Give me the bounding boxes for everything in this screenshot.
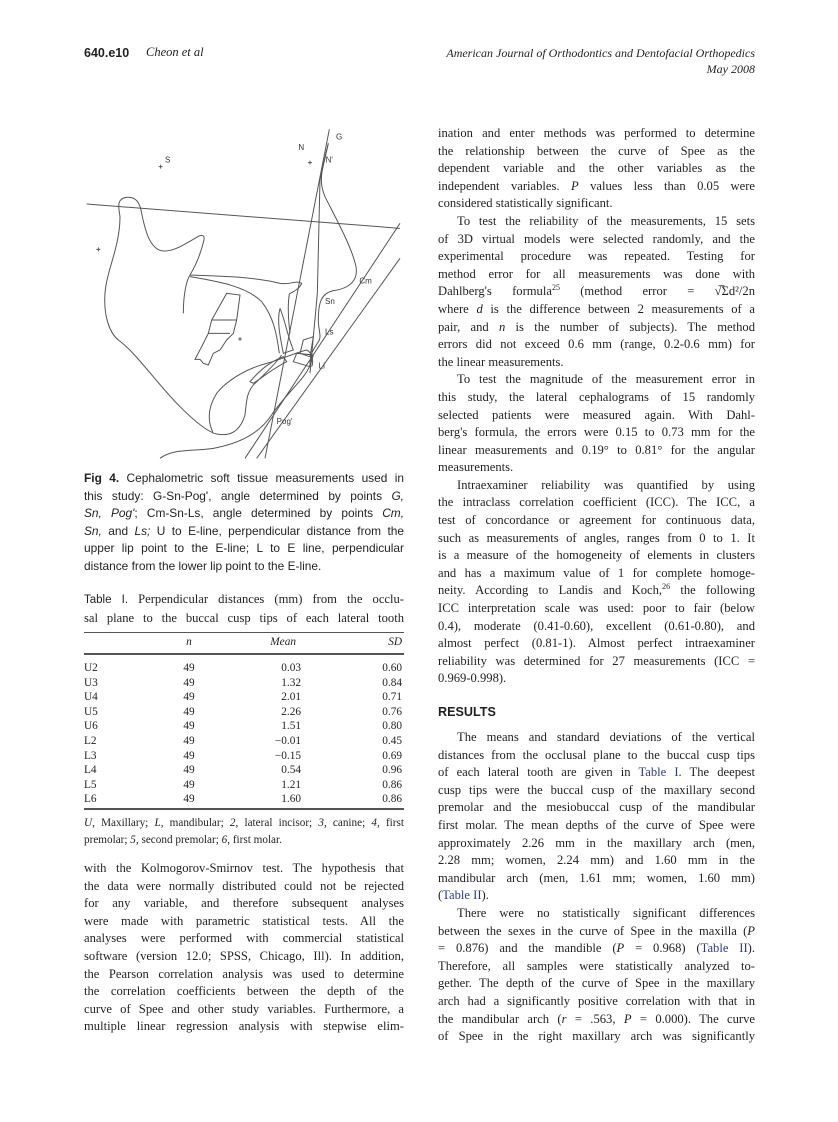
results-heading: RESULTS	[438, 705, 496, 719]
n-cell: 49	[183, 662, 195, 674]
running-authors: Cheon et al	[146, 45, 204, 59]
italic-term: P	[616, 941, 625, 956]
cephalometric-tracing-figure	[80, 120, 410, 460]
sd-cell: 0.96	[382, 764, 402, 777]
italic-term: U,	[84, 817, 95, 829]
label-s: S	[165, 155, 171, 165]
text-line: reliability was determined for 27 measurements (ICC =	[438, 653, 755, 668]
text-line: errors did not exceed 0.6 mm (range, 0.2-0.6 mm) for	[438, 337, 755, 352]
mean-cell: −0.15	[274, 749, 301, 762]
italic-term: n	[498, 319, 506, 334]
text-line: premolar and the mesiobuccal cusp of the mandibular	[438, 800, 755, 815]
text-line: is a measure of the homogeneity of elements in clusters	[438, 548, 755, 563]
text-line: Dahlberg's formula$^{25}$ (method error = √̅Σd²/2n	[438, 283, 755, 299]
tooth-molar	[195, 293, 240, 365]
text-line: dependent variable and the other variables as the	[438, 161, 755, 176]
tooth-cell: U4	[84, 691, 98, 704]
tooth-cell: U3	[84, 676, 98, 689]
col-header-n: n	[186, 636, 192, 648]
text-line: this study, the lateral cephalograms of 15 randomly	[438, 389, 755, 404]
mean-cell: −0.01	[274, 735, 301, 747]
journal-header	[446, 45, 755, 77]
text-line: almost perfect (0.81-1). Almost perfect intraexaminer	[438, 636, 755, 651]
footnote-line: U, Maxillary; L, mandibular; 2, lateral incisor; 3, canine; 4, first	[84, 817, 404, 829]
mean-cell: 0.03	[281, 662, 301, 674]
citation-superscript: 25	[551, 283, 560, 293]
tooth-cell: L4	[84, 764, 97, 777]
text-line: the mandibular arch (r = .563, P = 0.000). The curve	[438, 1011, 755, 1026]
italic-term: Ls;	[134, 523, 151, 538]
incisor-upper	[279, 308, 294, 353]
text-line: such as measurements of angles, ranges from 0 to 1. It	[438, 530, 755, 545]
table-title-line: sal plane to the buccal cusp tips of each lateral tooth	[84, 611, 404, 625]
table-label: Table I.	[84, 594, 129, 606]
italic-term: 6,	[221, 834, 231, 846]
italic-term: G,	[391, 488, 404, 503]
italic-term: Sn,	[84, 523, 102, 538]
italic-term: P	[747, 923, 755, 938]
table-header-rule	[84, 653, 404, 655]
n-cell: 49	[183, 691, 195, 704]
text-line: berg's formula, the errors were 0.15 to 0.73 mm for the	[438, 425, 755, 440]
text-line: 0.4), moderate (0.41-0.60), excellent (0.61-0.80), and	[438, 618, 755, 633]
col-header-sd: SD	[388, 636, 402, 648]
table-row	[84, 661, 404, 676]
n-cell: 49	[183, 764, 195, 777]
sd-cell: 0.45	[382, 735, 402, 747]
text-line: the relationship between the curve of Spee as the	[438, 143, 755, 158]
text-line: To test the magnitude of the measurement error in	[457, 372, 755, 387]
journal-title: American Journal of Orthodontics and Dentofacial Orthopedics	[446, 46, 755, 60]
sd-cell: 0.76	[382, 705, 402, 718]
text-line: ination and enter methods was performed to determine	[438, 126, 755, 140]
tooth-cell: U5	[84, 705, 98, 718]
text-line: (Table II).	[438, 888, 489, 903]
tooth-cell: L5	[84, 778, 97, 791]
n-cell: 49	[183, 735, 195, 747]
mean-cell: 1.60	[281, 793, 301, 806]
sd-cell: 0.69	[382, 749, 402, 762]
table-link[interactable]: Table I	[638, 765, 679, 780]
table-top-rule	[84, 632, 404, 633]
text-line: of 3D virtual models were selected randomly, and the	[438, 231, 755, 246]
italic-term: P	[570, 178, 579, 193]
landmark-points	[96, 161, 312, 341]
caption-line: upper lip point to the E-line; L to E line, perpendicular	[84, 541, 404, 556]
citation-superscript: 26	[662, 582, 671, 592]
label-g: G	[336, 132, 343, 142]
n-cell: 49	[183, 676, 195, 689]
italic-term: 3,	[318, 817, 327, 829]
label-sn: Sn	[325, 297, 335, 306]
tooth-cell: L3	[84, 749, 97, 762]
text-line: cusp tips were the buccal cusp of the maxillary second	[438, 782, 755, 797]
text-line: multiple linear regression analysis with stepwise elim-	[84, 1019, 404, 1034]
text-line: software (version 12.0; SPSS, Chicago, Ill). In addition,	[84, 948, 404, 963]
tooth-cell: L6	[84, 793, 97, 806]
caption-line: Sn, and Ls; U to E-line, perpendicular distance from the	[84, 523, 405, 538]
italic-term: Sn, Pog'	[84, 506, 135, 521]
mandible-outline	[105, 197, 313, 434]
text-line: between the sexes in the curve of Spee in the maxilla (P	[438, 923, 755, 938]
sd-cell: 0.60	[382, 662, 402, 674]
text-line: approximately 2.26 mm in the maxillary arch (men,	[438, 835, 755, 850]
issue-date: May 2008	[706, 62, 755, 76]
text-line: considered statistically significant.	[438, 196, 613, 211]
italic-term: L,	[154, 817, 164, 829]
n-cell: 49	[183, 778, 195, 791]
text-line: the correlation coefficients between the depth of the	[84, 984, 404, 999]
n-cell: 49	[183, 705, 195, 718]
sd-cell: 0.84	[382, 676, 402, 689]
text-line: of Spee in the right maxillary arch was significantly	[438, 1029, 755, 1044]
text-line: 2.28 mm; women, 2.24 mm) and 1.60 mm in the	[438, 853, 755, 868]
text-line: curve of Spee and other study variables. Furthermore, a	[84, 1001, 404, 1016]
text-line: experimental procedure was repeated. Testing for	[438, 249, 755, 264]
figure-caption	[84, 470, 404, 576]
text-line: selected patients were measured again. With Dahl-	[438, 407, 755, 422]
text-line: arch had a significantly positive correlation with that in	[438, 993, 755, 1008]
left-body-text	[84, 860, 404, 1036]
text-line: ICC interpretation scale was used: poor to fair (below	[438, 601, 755, 616]
caption-label: Fig 4.	[84, 471, 120, 485]
text-line: were made with parametric statistical tests. All the	[84, 913, 404, 928]
mean-cell: 1.32	[281, 676, 301, 689]
text-line: pair, and n is the number of subjects). The method	[438, 319, 755, 334]
horizontal-reference-line	[87, 204, 400, 228]
e-line	[245, 223, 400, 458]
page-number: 640.e10	[84, 46, 130, 60]
text-line: for any variable, and therefore subsequent analyses	[84, 896, 404, 911]
label-pog-prime: Pog'	[276, 417, 293, 426]
text-line: independent variables. P values less than 0.05 were	[438, 178, 755, 193]
label-n-prime: N'	[325, 155, 333, 165]
label-n: N	[298, 143, 305, 152]
caption-line: this study: G-Sn-Pog', angle determined by points G,	[84, 488, 404, 503]
label-ls: Ls	[325, 327, 334, 337]
italic-term: r	[561, 1011, 567, 1026]
table-title-line: Table I. Perpendicular distances (mm) from the occlu-	[84, 592, 404, 606]
text-line: test of concordance or agreement for continuous data,	[438, 513, 755, 528]
label-li: Li	[318, 361, 325, 371]
text-line: gether. The depth of the curve of Spee in the maxillary	[438, 976, 755, 991]
tooth-cell: L2	[84, 735, 97, 747]
results-body-text	[438, 729, 755, 1046]
table-link[interactable]: Table II	[700, 941, 748, 956]
text-line: the linear measurements.	[438, 354, 564, 369]
sd-cell: 0.80	[382, 720, 402, 733]
table-row	[84, 734, 404, 749]
mean-cell: 1.21	[281, 778, 301, 791]
table-header-row	[84, 635, 404, 650]
g-pog-line	[265, 129, 329, 458]
label-cm: Cm	[359, 276, 372, 286]
text-line: where d is the difference between 2 measurements of a	[438, 301, 755, 316]
methods-body-text	[438, 125, 755, 688]
italic-term: 5,	[130, 834, 139, 846]
text-line: the Pearson correlation analysis was used to determine	[84, 966, 404, 981]
mean-cell: 2.01	[281, 691, 301, 704]
caption-line: Sn, Pog'; Cm-Sn-Ls, angle determined by points Cm,	[84, 506, 404, 521]
sd-cell: 0.86	[382, 778, 402, 791]
tooth-cell: U2	[84, 662, 98, 674]
text-line: with the Kolmogorov-Smirnov test. The hypothesis that	[84, 861, 404, 875]
col-header-mean: Mean	[270, 636, 296, 648]
tooth-cell: U6	[84, 720, 98, 733]
table-row	[84, 763, 404, 778]
sd-cell: 0.71	[382, 691, 402, 704]
text-line: and has a maximum value of 1 for complete homoge-	[438, 565, 755, 580]
text-line: Therefore, all samples were statistically analyzed to-	[438, 958, 755, 973]
caption-line: distance from the lower lip point to the E-line.	[84, 558, 322, 573]
sd-cell: 0.86	[382, 793, 402, 806]
text-line: measurements.	[438, 460, 514, 475]
text-line: first molar. The mean depths of the curve of Spee were	[438, 817, 755, 832]
table-row	[84, 690, 404, 705]
text-line: method error for all measurements was done with	[438, 266, 755, 281]
table-bottom-rule	[84, 808, 404, 810]
text-line: analyses were performed with commercial statistical	[84, 931, 404, 946]
n-cell: 49	[183, 749, 195, 762]
italic-term: d	[476, 301, 483, 316]
table-footnote	[84, 815, 404, 849]
n-cell: 49	[183, 720, 195, 733]
text-line: the intraclass correlation coefficient (ICC). The ICC, a	[438, 495, 755, 510]
italic-term: P	[623, 1011, 632, 1026]
footnote-line: premolar; 5, second premolar; 6, first molar.	[84, 834, 282, 846]
text-line: mandibular arch (men, 1.61 mm; women, 1.60 mm)	[438, 870, 755, 885]
text-line: the data were normally distributed could not be rejected	[84, 878, 404, 893]
mean-cell: 2.26	[281, 705, 301, 718]
text-line: Intraexaminer reliability was quantified by using	[457, 477, 755, 492]
caption-line: Fig 4. Cephalometric soft tissue measurements used in	[84, 471, 404, 485]
italic-term: 2,	[229, 817, 239, 829]
table-title	[84, 590, 404, 627]
text-line: To test the reliability of the measurements, 15 sets	[457, 213, 755, 228]
text-line: 0.969-0.998).	[438, 671, 507, 686]
table-row	[84, 676, 404, 691]
mean-cell: 1.51	[281, 720, 301, 733]
text-line: of each lateral tooth are given in Table I. The deepest	[438, 765, 755, 780]
table-row	[84, 719, 404, 734]
italic-term: 4,	[371, 817, 380, 829]
table-row	[84, 749, 404, 764]
table-row	[84, 778, 404, 793]
text-line: The means and standard deviations of the vertical	[457, 730, 755, 744]
text-line: distances from the occlusal plane to the buccal cusp tips	[438, 747, 755, 762]
table-link[interactable]: Table II	[442, 888, 482, 903]
text-line: neity. According to Landis and Koch,$^{26}$ the following	[438, 582, 756, 598]
n-cell: 49	[183, 793, 195, 806]
mean-cell: 0.54	[281, 764, 301, 777]
table-row	[84, 792, 404, 807]
table-row	[84, 705, 404, 720]
italic-term: Cm,	[382, 506, 404, 521]
text-line: = 0.876) and the mandible (P = 0.968) (Table II).	[438, 941, 755, 956]
text-line: There were no statistically significant differences	[457, 905, 755, 920]
text-line: linear measurements and 0.19° to 0.81° for the angular	[438, 442, 755, 457]
